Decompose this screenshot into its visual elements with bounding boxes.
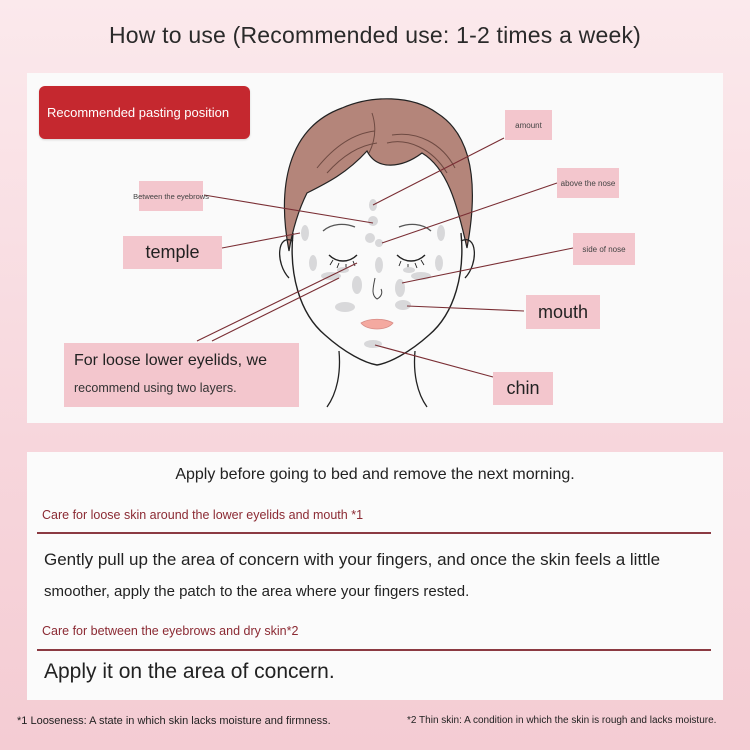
care-body-1 [44, 544, 709, 608]
leader-lines [197, 138, 573, 377]
hair-shape [284, 99, 472, 251]
care-heading-1: Care for loose skin around the lower eyelids and mouth *1 [42, 508, 364, 522]
footnote-2: *2 Thin skin: A condition in which the skin is rough and lacks moisture. [407, 715, 717, 726]
instructions-panel [27, 452, 723, 700]
apply-note: Apply before going to bed and remove the next morning. [175, 466, 575, 483]
label-amount: amount [505, 110, 552, 140]
label-above-the-nose: above the nose [557, 168, 619, 198]
label-mouth: mouth [526, 295, 600, 329]
diagram-panel [27, 73, 723, 423]
note-line-1: For loose lower eyelids, we [74, 352, 267, 369]
recommended-position-badge: Recommended pasting position [39, 86, 250, 139]
divider-2 [37, 649, 711, 651]
page-title: How to use (Recommended use: 1-2 times a week) [108, 22, 642, 48]
label-side-of-nose: side of nose [573, 233, 635, 265]
note-line-2: recommend using two layers. [74, 381, 237, 395]
label-temple: temple [123, 236, 222, 269]
care-heading-2: Care for between the eyebrows and dry skin*2 [42, 624, 299, 638]
lips-shape [361, 319, 393, 329]
lower-eyelid-note [64, 343, 299, 407]
care-body-1-line-2: smoother, apply the patch to the area where your fingers rested. [44, 583, 470, 600]
divider-1 [37, 532, 711, 534]
label-between-eyebrows: Between the eyebrows [139, 181, 203, 211]
care-body-2: Apply it on the area of concern. [44, 660, 335, 683]
footnote-1: *1 Looseness: A state in which skin lacks moisture and firmness. [17, 715, 331, 727]
care-body-1-line-1: Gently pull up the area of concern with your fingers, and once the skin feels a little [44, 550, 661, 569]
label-chin: chin [493, 372, 553, 405]
